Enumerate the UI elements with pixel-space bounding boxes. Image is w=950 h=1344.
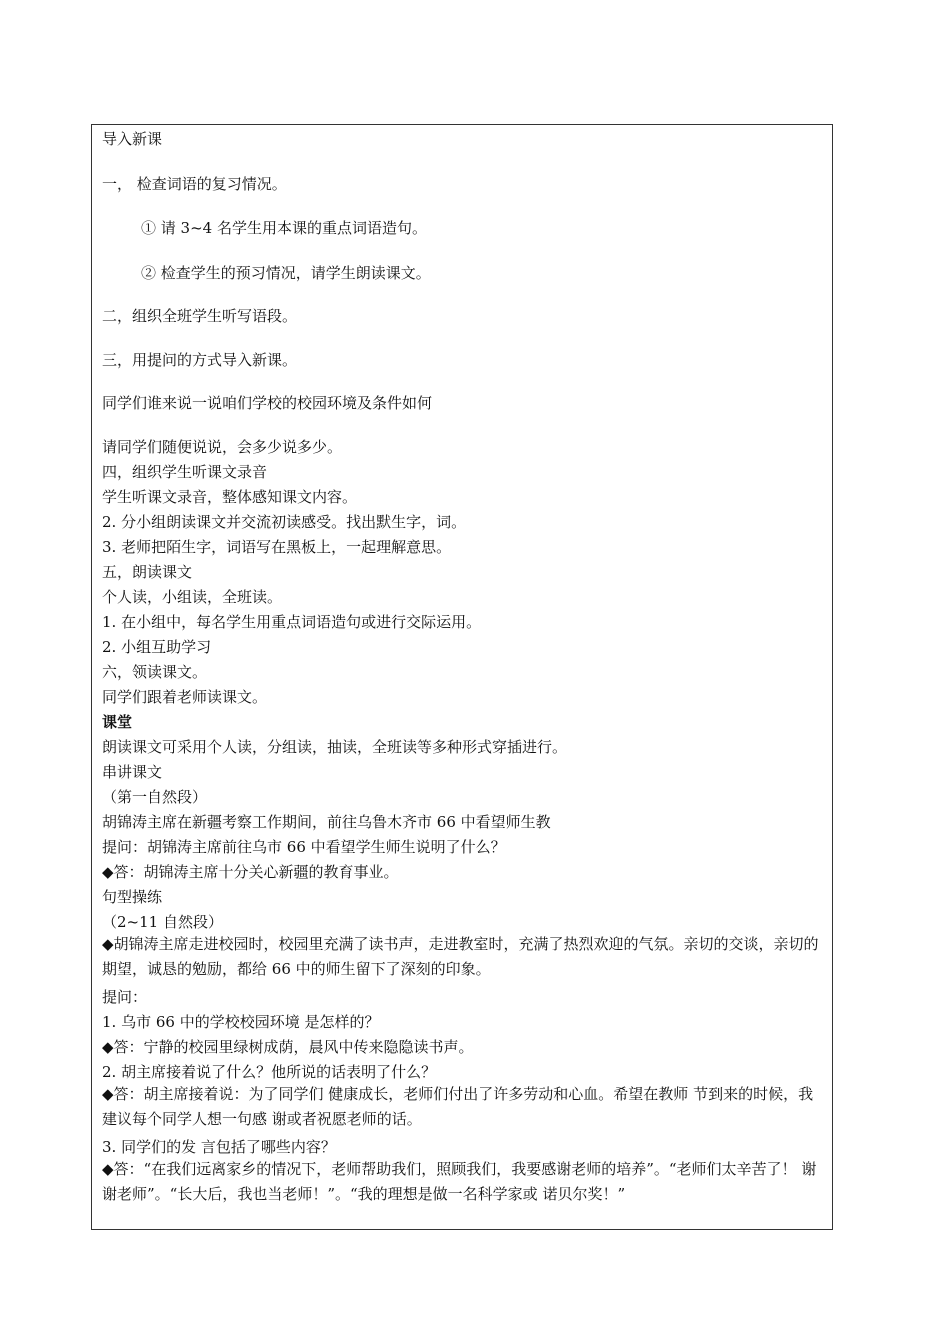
text-line: 同学们谁来说一说咱们学校的校园环境及条件如何 [102,394,433,412]
subsection-heading: 句型操练 [102,888,163,906]
question-line: 2. 胡主席接着说了什么？他所说的话表明了什么？ [102,1063,437,1081]
paragraph-range: （第一自然段） [102,788,208,806]
question-label: 提问： [102,988,148,1006]
text-line: ① 请 3~4 名学生用本课的重点词语造句。 [141,219,427,237]
text-paragraph: ◆胡锦涛主席走进校园时，校园里充满了读书声，走进教室时，充满了热烈欢迎的气氛。亲切的交谈，亲切的期望，诚恳的勉励，都给 66 中的师生留下了深刻的印象。 [102,935,819,978]
question-line: 1. 乌市 66 中的学校校园环境 是怎样的？ [102,1013,380,1031]
text-line: 2. 小组互助学习 [102,638,212,656]
answer-line: ◆答：宁静的校园里绿树成荫，晨风中传来隐隐读书声。 [102,1038,474,1056]
subsection-heading: 串讲课文 [102,763,163,781]
answer-paragraph: ◆答：胡主席接着说：为了同学们 健康成长，老师们付出了许多劳动和心血。希望在教师 节到来的时候，我建议每个同学人想一句感 谢或者祝愿老师的话。 [102,1085,814,1128]
answer-line: ◆答：胡锦涛主席十分关心新疆的教育事业。 [102,863,399,881]
section-heading: 导入新课 [102,130,163,148]
class-heading: 课堂 [102,713,133,731]
question-line: 3. 同学们的发 言包括了哪些内容？ [102,1138,336,1156]
text-line: ② 检查学生的预习情况，请学生朗读课文。 [141,264,431,282]
text-line: 3. 老师把陌生字，词语写在黑板上，一起理解意思。 [102,538,452,556]
answer-paragraph: ◆答：“在我们远离家乡的情况下，老师帮助我们，照顾我们，我要感谢老师的培养”。“老师们太辛苦了！ 谢谢老师”。“长大后，我也当老师！”。“我的理想是做一名科学家或 诺贝尔奖！” [102,1160,817,1203]
step-heading-2: 二，组织全班学生听写语段。 [102,307,298,325]
text-line: 同学们跟着老师读课文。 [102,688,268,706]
step-heading-6: 六，领读课文。 [102,663,208,681]
lesson-plan-box [91,124,833,1230]
text-line: 学生听课文录音，整体感知课文内容。 [102,488,358,506]
text-line: 2. 分小组朗读课文并交流初读感受。找出默生字，词。 [102,513,467,531]
text-line: 朗读课文可采用个人读，分组读，抽读，全班读等多种形式穿插进行。 [102,738,568,756]
text-line: 请同学们随便说说，会多少说多少。 [102,438,343,456]
step-heading-1: 一， 检查词语的复习情况。 [102,175,287,193]
text-line: 1. 在小组中，每名学生用重点词语造句或进行交际运用。 [102,613,482,631]
question-line: 提问：胡锦涛主席前往乌市 66 中看望学生师生说明了什么？ [102,838,506,856]
text-line: 个人读，小组读，全班读。 [102,588,283,606]
paragraph-range: （2~11 自然段） [102,913,223,931]
step-heading-4: 四，组织学生听课文录音 [102,463,268,481]
step-heading-3: 三，用提问的方式导入新课。 [102,351,298,369]
text-line: 胡锦涛主席在新疆考察工作期间，前往乌鲁木齐市 66 中看望师生教 [102,813,551,831]
step-heading-5: 五，朗读课文 [102,563,193,581]
